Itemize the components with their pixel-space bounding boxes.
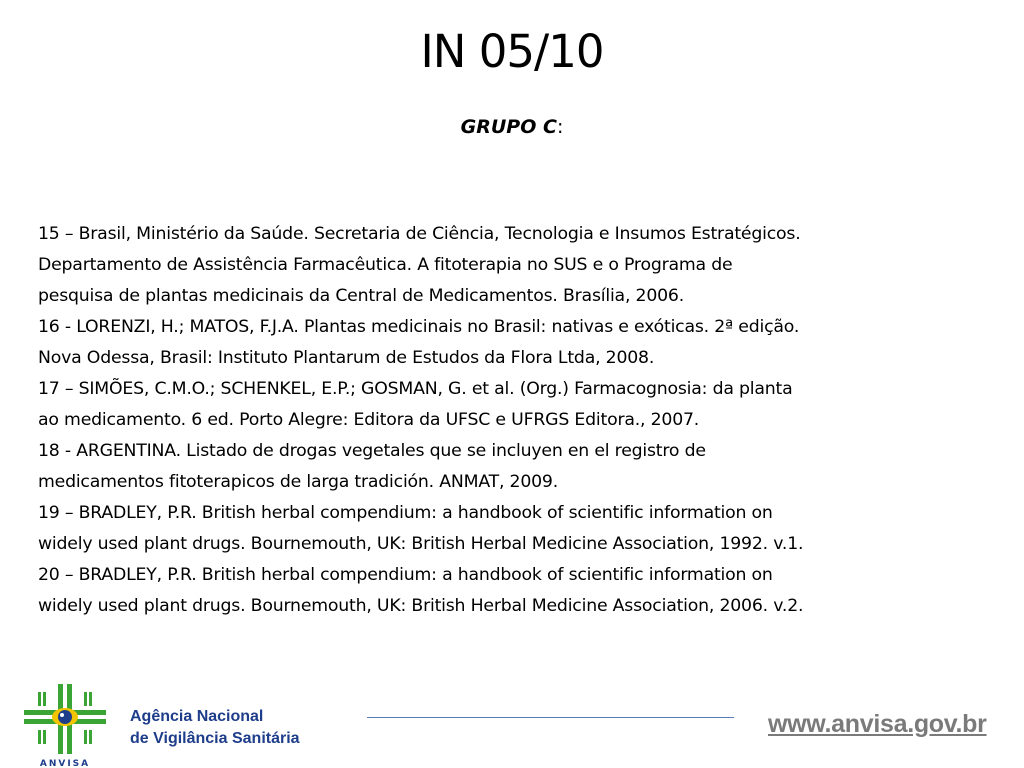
reference-item: 18 - ARGENTINA. Listado de drogas vegetales que se incluyen en el registro de medicamentos fitoterapicos de larga tradición. ANMAT, 2009. (38, 441, 706, 492)
anvisa-logo (14, 680, 114, 768)
agency-name-line-2: de Vigilância Sanitária (130, 730, 300, 747)
reference-item: 17 – SIMÕES, C.M.O.; SCHENKEL, E.P.; GOSMAN, G. et al. (Org.) Farmacognosia: da planta ao medicamento. 6 ed. Porto Alegre: Editora da UFSC e UFRGS Editora., 2007. (38, 379, 793, 430)
reference-item: 16 - LORENZI, H.; MATOS, F.J.A. Plantas medicinais no Brasil: nativas e exóticas. 2ª edição. Nova Odessa, Brasil: Instituto Plantarum de Estudos da Flora Ltda, 2008. (38, 317, 800, 368)
reference-item: 20 – BRADLEY, P.R. British herbal compendium: a handbook of scientific information on widely used plant drugs. Bournemouth, UK: British Herbal Medicine Association, 2006. v.2. (38, 565, 804, 616)
agency-name-line-1: Agência Nacional (130, 708, 264, 725)
logo-wordmark: ANVISA (39, 759, 91, 768)
slide-title: IN 05/10 (420, 25, 604, 78)
group-label-suffix: : (556, 116, 564, 138)
slide-subtitle (0, 114, 1024, 140)
website-link[interactable]: www.anvisa.gov.br (768, 710, 987, 738)
footer-divider (367, 717, 734, 718)
reference-item: 19 – BRADLEY, P.R. British herbal compendium: a handbook of scientific information on widely used plant drugs. Bournemouth, UK: British Herbal Medicine Association, 1992. v.1. (38, 503, 804, 554)
reference-list (38, 219, 1013, 622)
agency-name (130, 706, 300, 750)
reference-item: 15 – Brasil, Ministério da Saúde. Secretaria de Ciência, Tecnologia e Insumos Estratégicos. Departamento de Assistência Farmacêutica. A fitoterapia no SUS e o Programa de pesquisa de plantas medicinais da Central de Medicamentos. Brasília, 2006. (38, 224, 801, 306)
logo-eye-icon (52, 708, 78, 726)
group-label: GRUPO C (460, 116, 557, 138)
